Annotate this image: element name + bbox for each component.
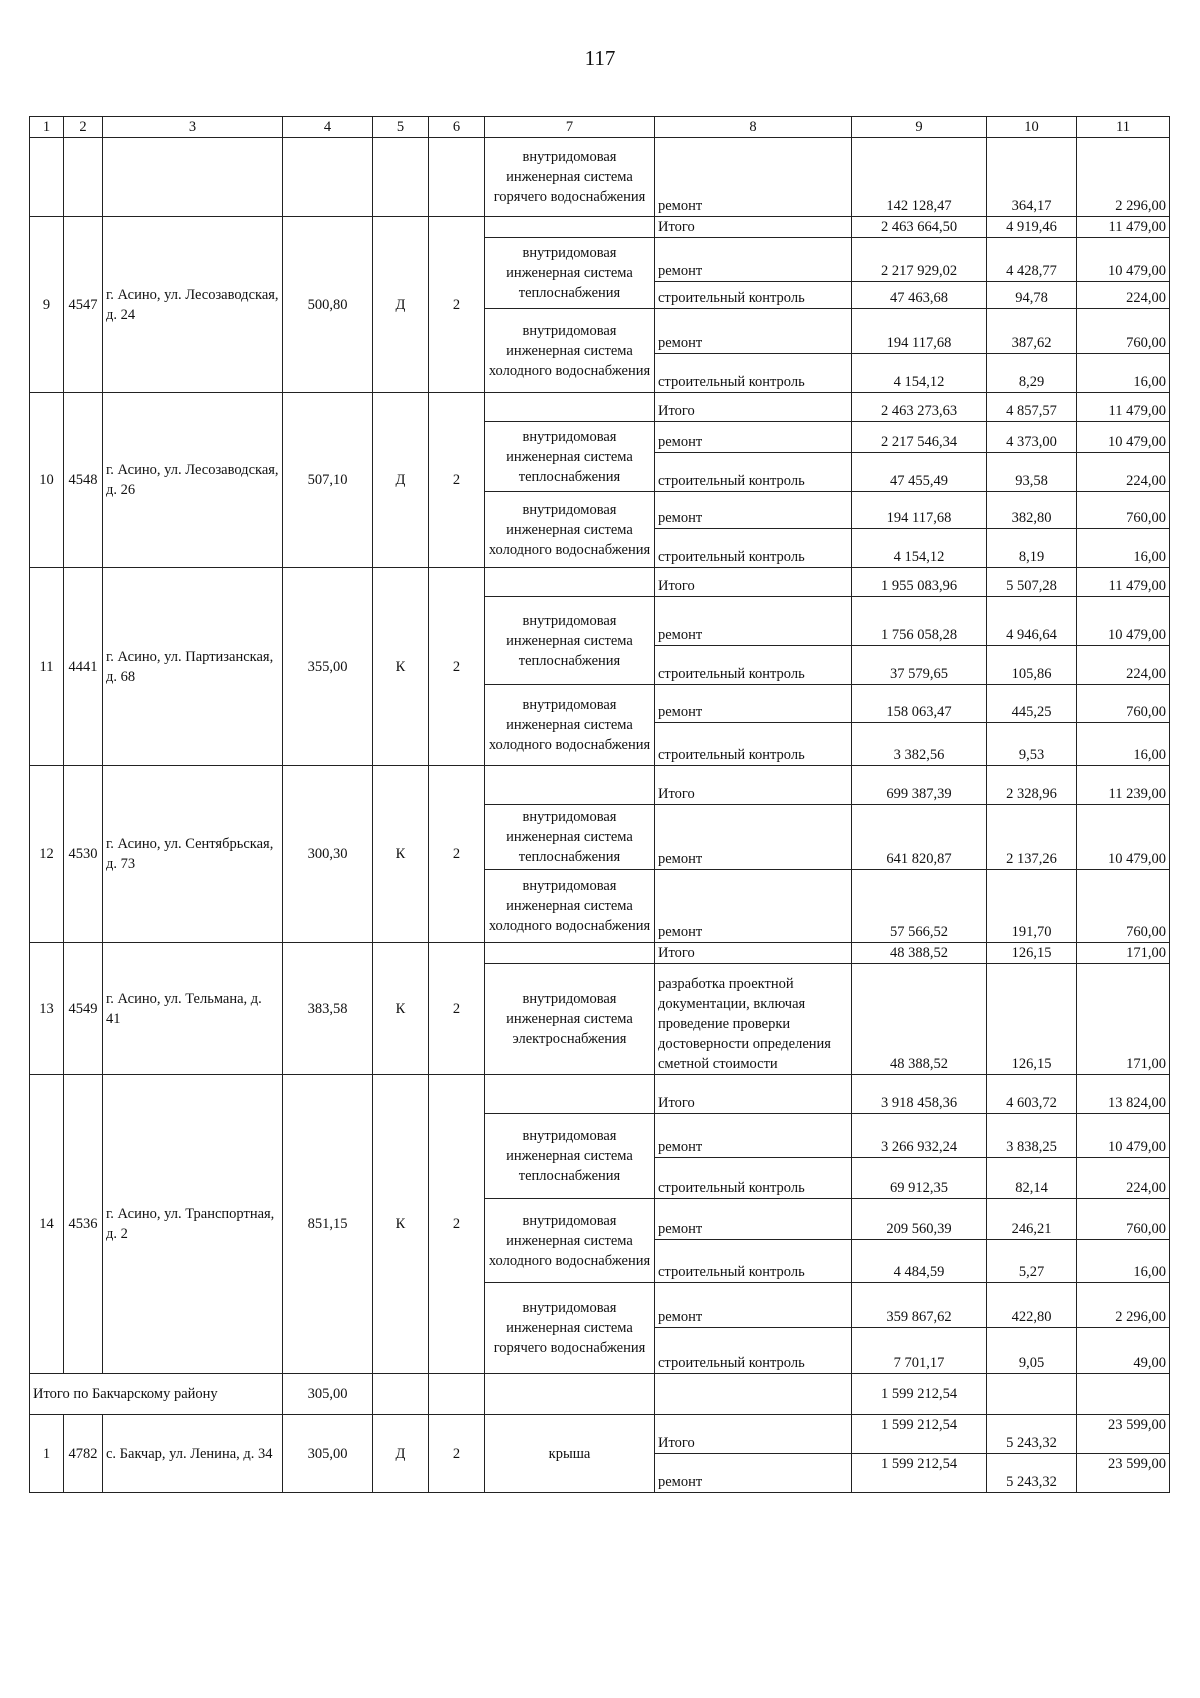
empty-cell xyxy=(373,1374,429,1415)
total-label: Итого xyxy=(655,1075,852,1114)
column-number: 2 xyxy=(64,117,103,138)
total-per-m2: 126,15 xyxy=(987,943,1077,964)
limit-cell: 760,00 xyxy=(1077,309,1170,354)
building-area: 355,00 xyxy=(283,568,373,766)
total-label: Итого xyxy=(655,217,852,238)
row-number: 9 xyxy=(30,217,64,393)
row-number: 12 xyxy=(30,766,64,943)
building-area: 305,00 xyxy=(283,1415,373,1493)
total-per-m2: 4 603,72 xyxy=(987,1075,1077,1114)
building-row xyxy=(30,568,1170,597)
cost-cell: 47 455,49 xyxy=(852,453,987,492)
work-cell: строительный контроль xyxy=(655,282,852,309)
total-cost: 2 463 664,50 xyxy=(852,217,987,238)
total-label: Итого xyxy=(655,393,852,422)
empty-cell xyxy=(103,138,283,217)
limit-cell: 2 296,00 xyxy=(1077,1283,1170,1328)
empty-cell xyxy=(30,138,64,217)
building-area: 507,10 xyxy=(283,393,373,568)
limit-cell: 760,00 xyxy=(1077,870,1170,943)
work-cell: ремонт xyxy=(655,492,852,529)
per-m2-cell: 82,14 xyxy=(987,1158,1077,1199)
empty-cell xyxy=(283,138,373,217)
total-per-m2: 5 507,28 xyxy=(987,568,1077,597)
per-m2-cell: 364,17 xyxy=(987,138,1077,217)
work-cell: ремонт xyxy=(655,422,852,453)
cost-cell: 158 063,47 xyxy=(852,685,987,723)
per-m2-cell: 422,80 xyxy=(987,1283,1077,1328)
total-per-m2: 4 857,57 xyxy=(987,393,1077,422)
work-cell: ремонт xyxy=(655,870,852,943)
limit-cell: 10 479,00 xyxy=(1077,238,1170,282)
building-row xyxy=(30,217,1170,238)
cost-cell: 359 867,62 xyxy=(852,1283,987,1328)
limit-cell: 49,00 xyxy=(1077,1328,1170,1374)
system-cell: внутридомовая инженерная система электроснабжения xyxy=(485,964,655,1075)
work-cell: ремонт xyxy=(655,138,852,217)
empty-cell xyxy=(64,138,103,217)
column-number: 3 xyxy=(103,117,283,138)
total-limit: 11 479,00 xyxy=(1077,568,1170,597)
limit-cell: 171,00 xyxy=(1077,964,1170,1075)
system-cell: внутридомовая инженерная система холодного водоснабжения xyxy=(485,492,655,568)
cost-cell: 37 579,65 xyxy=(852,646,987,685)
limit-cell: 16,00 xyxy=(1077,529,1170,568)
work-cell: разработка проектной документации, включая проведение проверки достоверности определения сметной стоимости xyxy=(655,964,852,1075)
per-m2-cell: 3 838,25 xyxy=(987,1114,1077,1158)
building-address: г. Асино, ул. Транспортная, д. 2 xyxy=(103,1075,283,1374)
total-per-m2: 2 328,96 xyxy=(987,766,1077,805)
per-m2-cell: 105,86 xyxy=(987,646,1077,685)
building-address: г. Асино, ул. Сентябрьская, д. 73 xyxy=(103,766,283,943)
limit-cell: 760,00 xyxy=(1077,685,1170,723)
system-cell: внутридомовая инженерная система теплоснабжения xyxy=(485,805,655,870)
system-cell: внутридомовая инженерная система теплоснабжения xyxy=(485,1114,655,1199)
limit-cell: 23 599,00 xyxy=(1077,1454,1170,1493)
total-limit: 11 479,00 xyxy=(1077,393,1170,422)
work-cell: ремонт xyxy=(655,685,852,723)
total-per-m2: 4 919,46 xyxy=(987,217,1077,238)
building-floors: 2 xyxy=(429,1075,485,1374)
system-cell: внутридомовая инженерная система горячего водоснабжения xyxy=(485,138,655,217)
work-cell: Итого xyxy=(655,1415,852,1454)
per-m2-cell: 9,05 xyxy=(987,1328,1077,1374)
cost-cell: 2 217 546,34 xyxy=(852,422,987,453)
building-floors: 2 xyxy=(429,943,485,1075)
column-number: 8 xyxy=(655,117,852,138)
cost-cell: 2 217 929,02 xyxy=(852,238,987,282)
cost-cell: 47 463,68 xyxy=(852,282,987,309)
column-number: 9 xyxy=(852,117,987,138)
empty-cell xyxy=(429,1374,485,1415)
limit-cell: 10 479,00 xyxy=(1077,422,1170,453)
column-number: 10 xyxy=(987,117,1077,138)
building-area: 300,30 xyxy=(283,766,373,943)
column-number: 4 xyxy=(283,117,373,138)
limit-cell: 224,00 xyxy=(1077,453,1170,492)
limit-cell: 23 599,00 xyxy=(1077,1415,1170,1454)
per-m2-cell: 8,19 xyxy=(987,529,1077,568)
building-id: 4547 xyxy=(64,217,103,393)
per-m2-cell: 94,78 xyxy=(987,282,1077,309)
empty-cell xyxy=(1077,1374,1170,1415)
per-m2-cell: 191,70 xyxy=(987,870,1077,943)
building-area: 500,80 xyxy=(283,217,373,393)
district-total-cost: 1 599 212,54 xyxy=(852,1374,987,1415)
building-type: К xyxy=(373,943,429,1075)
system-cell: крыша xyxy=(485,1415,655,1493)
empty-cell xyxy=(373,138,429,217)
limit-cell: 10 479,00 xyxy=(1077,597,1170,646)
per-m2-cell: 445,25 xyxy=(987,685,1077,723)
empty-cell xyxy=(429,138,485,217)
system-cell: внутридомовая инженерная система холодного водоснабжения xyxy=(485,309,655,393)
work-cell: ремонт xyxy=(655,1454,852,1493)
work-cell: ремонт xyxy=(655,1283,852,1328)
total-limit: 11 239,00 xyxy=(1077,766,1170,805)
system-cell: внутридомовая инженерная система теплоснабжения xyxy=(485,422,655,492)
per-m2-cell: 382,80 xyxy=(987,492,1077,529)
building-id: 4782 xyxy=(64,1415,103,1493)
per-m2-cell: 8,29 xyxy=(987,354,1077,393)
cost-cell: 641 820,87 xyxy=(852,805,987,870)
building-address: с. Бакчар, ул. Ленина, д. 34 xyxy=(103,1415,283,1493)
system-cell: внутридомовая инженерная система холодного водоснабжения xyxy=(485,1199,655,1283)
building-floors: 2 xyxy=(429,217,485,393)
row-number: 1 xyxy=(30,1415,64,1493)
limit-cell: 16,00 xyxy=(1077,354,1170,393)
per-m2-cell: 5 243,32 xyxy=(987,1454,1077,1493)
building-address: г. Асино, ул. Тельмана, д. 41 xyxy=(103,943,283,1075)
limit-cell: 760,00 xyxy=(1077,492,1170,529)
system-cell: внутридомовая инженерная система теплоснабжения xyxy=(485,597,655,685)
limit-cell: 16,00 xyxy=(1077,723,1170,766)
total-cost: 1 955 083,96 xyxy=(852,568,987,597)
building-type: К xyxy=(373,568,429,766)
building-type: Д xyxy=(373,217,429,393)
limit-cell: 10 479,00 xyxy=(1077,1114,1170,1158)
column-number: 7 xyxy=(485,117,655,138)
empty-cell xyxy=(485,217,655,238)
building-id: 4549 xyxy=(64,943,103,1075)
per-m2-cell: 4 946,64 xyxy=(987,597,1077,646)
cost-cell: 209 560,39 xyxy=(852,1199,987,1240)
work-cell: строительный контроль xyxy=(655,1328,852,1374)
work-cell: ремонт xyxy=(655,1114,852,1158)
per-m2-cell: 4 373,00 xyxy=(987,422,1077,453)
building-floors: 2 xyxy=(429,1415,485,1493)
total-label: Итого xyxy=(655,943,852,964)
cost-cell: 4 154,12 xyxy=(852,529,987,568)
total-cost: 699 387,39 xyxy=(852,766,987,805)
system-cell: внутридомовая инженерная система горячего водоснабжения xyxy=(485,1283,655,1374)
building-area: 383,58 xyxy=(283,943,373,1075)
empty-cell xyxy=(485,766,655,805)
work-cell: строительный контроль xyxy=(655,646,852,685)
cost-cell: 1 599 212,54 xyxy=(852,1454,987,1493)
cost-cell: 194 117,68 xyxy=(852,492,987,529)
limit-cell: 224,00 xyxy=(1077,1158,1170,1199)
building-id: 4530 xyxy=(64,766,103,943)
work-cell: строительный контроль xyxy=(655,453,852,492)
per-m2-cell: 9,53 xyxy=(987,723,1077,766)
limit-cell: 2 296,00 xyxy=(1077,138,1170,217)
row-number: 14 xyxy=(30,1075,64,1374)
district-total-area: 305,00 xyxy=(283,1374,373,1415)
per-m2-cell: 246,21 xyxy=(987,1199,1077,1240)
district-total-label: Итого по Бакчарскому району xyxy=(30,1374,283,1415)
system-cell: внутридомовая инженерная система теплоснабжения xyxy=(485,238,655,309)
column-number: 6 xyxy=(429,117,485,138)
cost-cell: 3 382,56 xyxy=(852,723,987,766)
cost-cell: 57 566,52 xyxy=(852,870,987,943)
building-id: 4548 xyxy=(64,393,103,568)
cost-cell: 4 484,59 xyxy=(852,1240,987,1283)
empty-cell xyxy=(987,1374,1077,1415)
column-number-row xyxy=(30,117,1170,138)
page-number: 117 xyxy=(584,46,616,70)
cost-cell: 3 266 932,24 xyxy=(852,1114,987,1158)
per-m2-cell: 93,58 xyxy=(987,453,1077,492)
work-cell: ремонт xyxy=(655,805,852,870)
empty-cell xyxy=(485,1374,655,1415)
total-limit: 13 824,00 xyxy=(1077,1075,1170,1114)
building-area: 851,15 xyxy=(283,1075,373,1374)
building-type: К xyxy=(373,766,429,943)
work-row xyxy=(30,1415,1170,1454)
building-row xyxy=(30,1075,1170,1114)
building-type: К xyxy=(373,1075,429,1374)
building-row xyxy=(30,393,1170,422)
limit-cell: 10 479,00 xyxy=(1077,805,1170,870)
total-cost: 3 918 458,36 xyxy=(852,1075,987,1114)
total-label: Итого xyxy=(655,766,852,805)
system-cell: внутридомовая инженерная система холодного водоснабжения xyxy=(485,685,655,766)
building-address: г. Асино, ул. Партизанская, д. 68 xyxy=(103,568,283,766)
cost-cell: 194 117,68 xyxy=(852,309,987,354)
cost-cell: 1 599 212,54 xyxy=(852,1415,987,1454)
cost-cell: 7 701,17 xyxy=(852,1328,987,1374)
empty-cell xyxy=(655,1374,852,1415)
continuation-row xyxy=(30,138,1170,217)
row-number: 10 xyxy=(30,393,64,568)
total-cost: 2 463 273,63 xyxy=(852,393,987,422)
building-row xyxy=(30,766,1170,805)
work-cell: строительный контроль xyxy=(655,1240,852,1283)
row-number: 13 xyxy=(30,943,64,1075)
building-id: 4441 xyxy=(64,568,103,766)
work-cell: строительный контроль xyxy=(655,354,852,393)
limit-cell: 224,00 xyxy=(1077,646,1170,685)
system-cell: внутридомовая инженерная система холодного водоснабжения xyxy=(485,870,655,943)
total-limit: 171,00 xyxy=(1077,943,1170,964)
column-number: 5 xyxy=(373,117,429,138)
limit-cell: 760,00 xyxy=(1077,1199,1170,1240)
building-floors: 2 xyxy=(429,766,485,943)
building-id: 4536 xyxy=(64,1075,103,1374)
empty-cell xyxy=(485,943,655,964)
column-number: 11 xyxy=(1077,117,1170,138)
per-m2-cell: 5 243,32 xyxy=(987,1415,1077,1454)
per-m2-cell: 2 137,26 xyxy=(987,805,1077,870)
total-limit: 11 479,00 xyxy=(1077,217,1170,238)
total-cost: 48 388,52 xyxy=(852,943,987,964)
cost-cell: 1 756 058,28 xyxy=(852,597,987,646)
district-total-row xyxy=(30,1374,1170,1415)
work-cell: строительный контроль xyxy=(655,529,852,568)
per-m2-cell: 126,15 xyxy=(987,964,1077,1075)
row-number: 11 xyxy=(30,568,64,766)
empty-cell xyxy=(485,568,655,597)
column-number: 1 xyxy=(30,117,64,138)
work-cell: строительный контроль xyxy=(655,723,852,766)
work-cell: ремонт xyxy=(655,1199,852,1240)
cost-cell: 4 154,12 xyxy=(852,354,987,393)
work-cell: ремонт xyxy=(655,238,852,282)
building-type: Д xyxy=(373,393,429,568)
cost-cell: 48 388,52 xyxy=(852,964,987,1075)
total-label: Итого xyxy=(655,568,852,597)
building-type: Д xyxy=(373,1415,429,1493)
limit-cell: 224,00 xyxy=(1077,282,1170,309)
empty-cell xyxy=(485,1075,655,1114)
cost-cell: 69 912,35 xyxy=(852,1158,987,1199)
building-address: г. Асино, ул. Лесозаводская, д. 24 xyxy=(103,217,283,393)
per-m2-cell: 5,27 xyxy=(987,1240,1077,1283)
limit-cell: 16,00 xyxy=(1077,1240,1170,1283)
building-address: г. Асино, ул. Лесозаводская, д. 26 xyxy=(103,393,283,568)
building-row xyxy=(30,943,1170,964)
work-cell: строительный контроль xyxy=(655,1158,852,1199)
building-floors: 2 xyxy=(429,568,485,766)
empty-cell xyxy=(485,393,655,422)
work-cell: ремонт xyxy=(655,597,852,646)
per-m2-cell: 387,62 xyxy=(987,309,1077,354)
work-cell: ремонт xyxy=(655,309,852,354)
cost-cell: 142 128,47 xyxy=(852,138,987,217)
per-m2-cell: 4 428,77 xyxy=(987,238,1077,282)
repair-registry-table xyxy=(29,116,1170,1493)
building-floors: 2 xyxy=(429,393,485,568)
